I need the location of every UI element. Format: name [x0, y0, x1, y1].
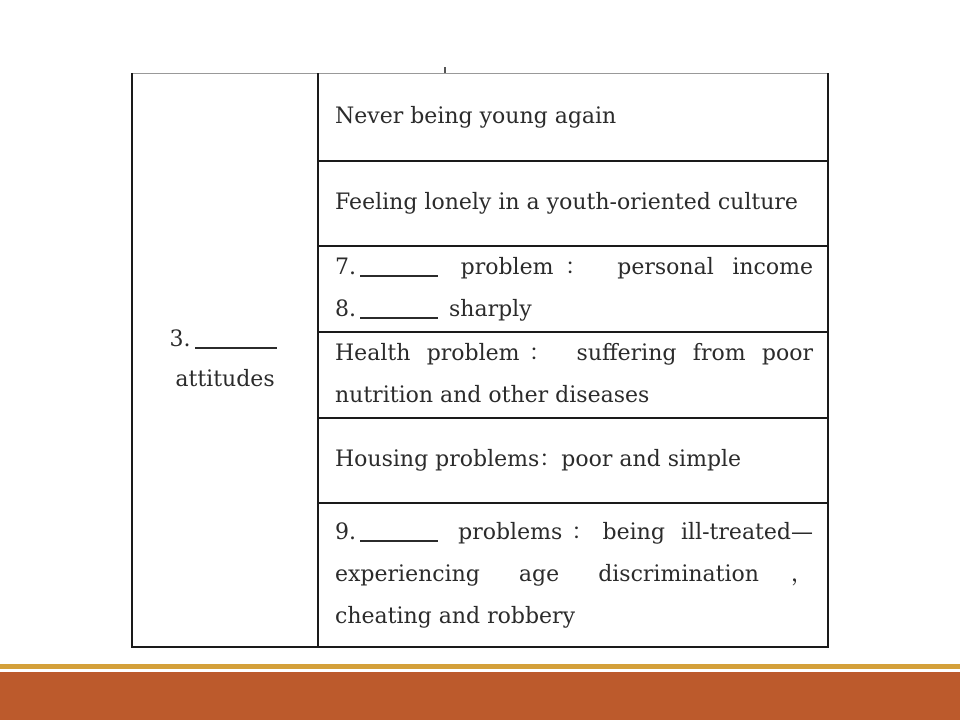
row-text-health: Health problem： suffering from poor nutrition and other diseases [318, 332, 828, 418]
row-text-never-young: Never being young again [318, 74, 828, 161]
fill-in-blank-8 [360, 295, 438, 319]
fill-in-blank-3 [195, 325, 277, 349]
row-text-problem-income: problem： personal income [460, 254, 813, 280]
table-row [132, 74, 828, 161]
row-text-lonely: Feeling lonely in a youth-oriented culture [318, 161, 828, 246]
row-text-ill-treated: problems：being ill-treated—experiencing age discrimination，cheating and robbery [335, 519, 813, 629]
row-financial-cell [318, 246, 828, 332]
problems-table [131, 73, 829, 648]
problems-table-container [131, 73, 829, 646]
row-text-housing: Housing problems：poor and simple [318, 418, 828, 503]
left-cell-suffix: attitudes [175, 366, 275, 392]
footer-gold-stripe [0, 664, 960, 669]
row-text-sharply: sharply [449, 296, 532, 322]
blank-number-8: 8. [335, 296, 356, 322]
blank-number-7: 7. [335, 254, 356, 280]
row-social-cell [318, 503, 828, 647]
left-category-cell [132, 74, 318, 647]
footer-rust-band [0, 672, 960, 720]
blank-number-3: 3. [169, 326, 191, 352]
fill-in-blank-9 [360, 518, 438, 542]
blank-number-9: 9. [335, 519, 356, 545]
fill-in-blank-7 [360, 253, 438, 277]
